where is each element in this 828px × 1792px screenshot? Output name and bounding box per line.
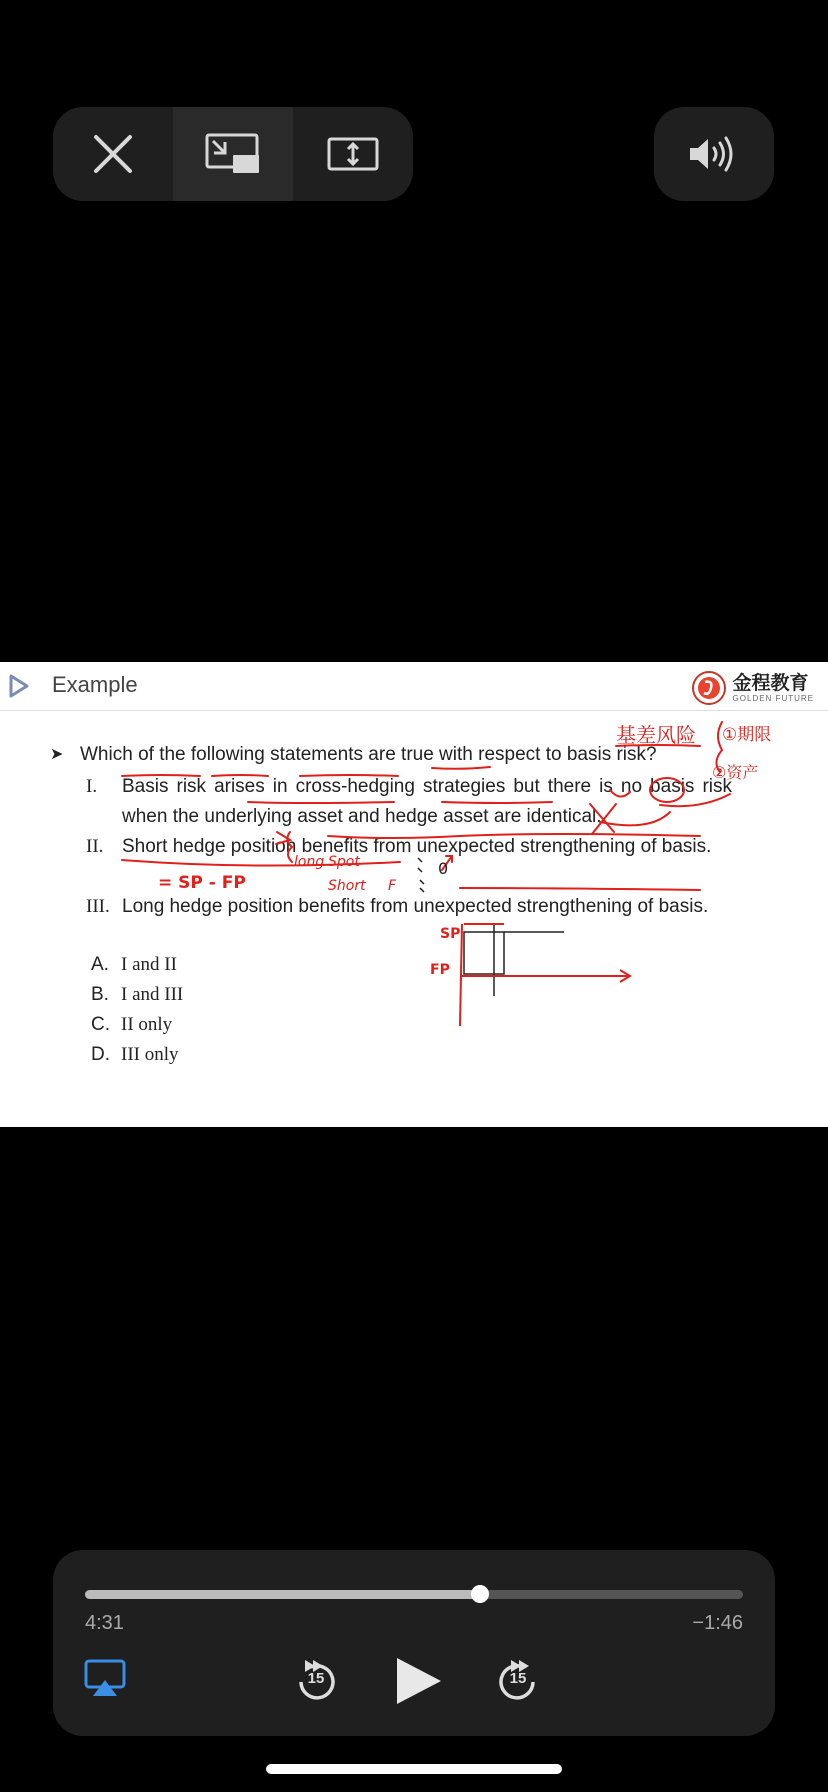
statement-text: Short hedge position benefits from unexpected strengthening of basis.	[122, 836, 712, 857]
basis-risk-cn-note: 基差风险	[616, 723, 696, 747]
skip-back-button[interactable]	[291, 1656, 341, 1706]
slide-title: Example	[52, 672, 138, 697]
top-left-controls	[53, 107, 413, 201]
speaker-volume-icon	[688, 136, 740, 172]
airplay-icon	[83, 1658, 127, 1698]
question-bullet-icon: ➤	[50, 746, 64, 763]
f-note: F	[388, 878, 397, 894]
video-slide	[0, 662, 828, 1127]
option-a	[91, 954, 177, 976]
aspect-fit-icon	[327, 137, 379, 171]
asset-note: ②资产	[712, 763, 759, 782]
option-text: I and III	[121, 984, 184, 1005]
picture-in-picture-button[interactable]	[173, 107, 293, 201]
option-letter: D.	[91, 1044, 110, 1065]
long-note: long	[294, 854, 325, 870]
option-d	[91, 1044, 179, 1066]
time-elapsed: 4:31	[85, 1612, 124, 1634]
option-c	[91, 1014, 172, 1036]
spot-note: Spot	[328, 854, 360, 870]
brand-name-en: GOLDEN FUTURE	[732, 693, 814, 703]
statement-number: II.	[86, 836, 104, 857]
option-text: II only	[121, 1014, 173, 1035]
close-button[interactable]	[53, 107, 173, 201]
skip-back-seconds: 15	[307, 1670, 325, 1687]
volume-button[interactable]	[654, 107, 774, 201]
fp-axis-label: FP	[430, 962, 450, 978]
close-icon	[92, 133, 134, 175]
sp-axis-label: SP	[440, 926, 461, 942]
option-b	[91, 984, 183, 1006]
slide-logo-mark-icon	[8, 674, 30, 698]
progress-bar[interactable]	[85, 1590, 743, 1599]
maturity-note: ①期限	[722, 725, 772, 745]
time-remaining: −1:46	[692, 1612, 743, 1634]
skip-forward-seconds: 15	[509, 1670, 527, 1687]
play-icon	[391, 1654, 445, 1708]
brand-logo	[691, 670, 814, 706]
option-letter: C.	[91, 1014, 110, 1035]
question-text: Which of the following statements are true with respect to basis risk?	[80, 744, 657, 765]
option-letter: B.	[91, 984, 109, 1005]
home-indicator[interactable]	[266, 1764, 562, 1774]
picture-in-picture-icon	[205, 133, 261, 175]
brand-seal-icon	[691, 670, 727, 706]
statement-number: III.	[86, 896, 110, 917]
statement-number: I.	[86, 776, 98, 797]
basis-formula-note: = SP - FP	[158, 873, 246, 893]
short-note: Short	[328, 878, 366, 894]
playback-controls	[53, 1550, 775, 1736]
play-button[interactable]	[391, 1654, 445, 1708]
skip-forward-button[interactable]	[493, 1656, 543, 1706]
brand-name-cn: 金程教育	[732, 672, 809, 694]
option-text: I and II	[121, 954, 177, 975]
progress-thumb[interactable]	[471, 1585, 489, 1603]
option-text: III only	[121, 1044, 179, 1065]
aspect-fit-button[interactable]	[293, 107, 413, 201]
progress-fill	[85, 1590, 480, 1599]
slide-header	[0, 662, 828, 711]
statement-text: Basis risk arises in cross-hedging strategies but there is no basis risk when the underlying asset and hedge asset are identical.	[122, 776, 732, 827]
airplay-button[interactable]	[83, 1658, 127, 1702]
option-letter: A.	[91, 954, 109, 975]
statement-text: Long hedge position benefits from unexpected strengthening of basis.	[122, 896, 709, 917]
zero-note: 0	[438, 859, 449, 878]
